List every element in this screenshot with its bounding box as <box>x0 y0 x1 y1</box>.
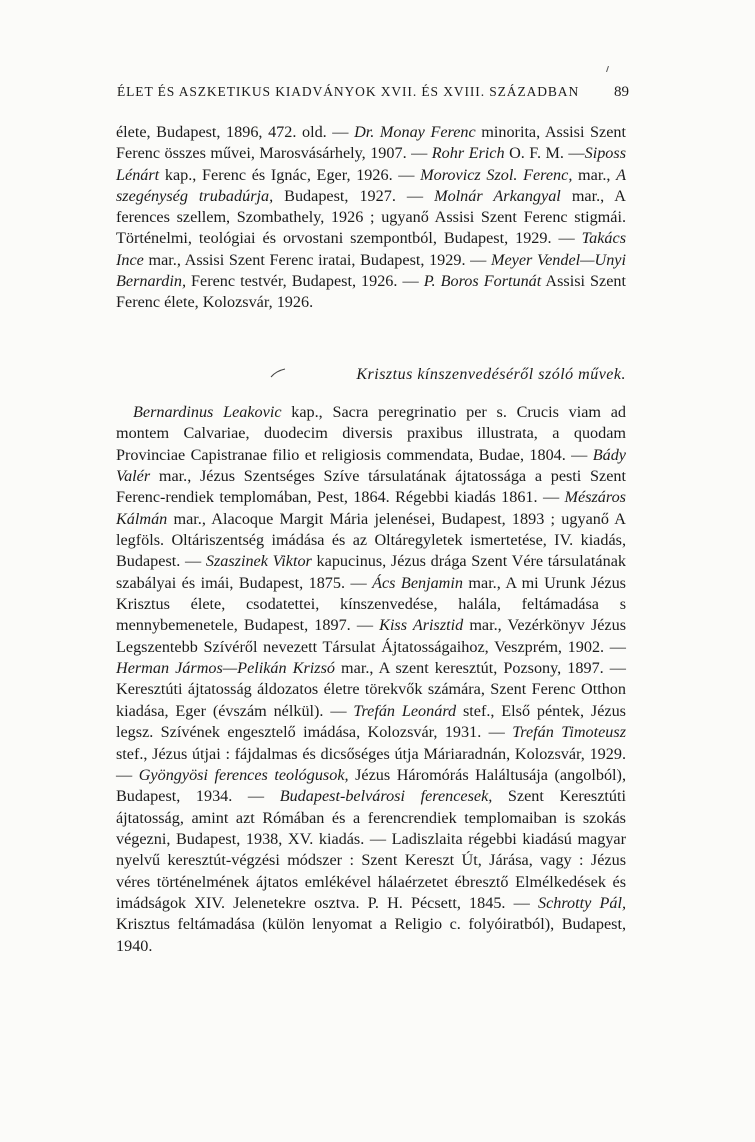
text-run: mar., Vezérkönyv Jézus Legszentebb Szívéről nevezett Társulat Ájtatosságaihoz, Veszprém, 1902. — <box>116 616 627 656</box>
author-name: P. Boros Fortunát <box>423 272 542 291</box>
text-run: mar., A szent keresztút, Pozsony, 1897. — Keresztúti ájtatosság áldozatos életre törekvők számára, Szent Ferenc Otthon kiadása, Eger (évszám nélkül). — <box>116 659 626 720</box>
text-run: kapucinus, Jézus drága Szent Vére társulatának szabályai és imái, Budapest, 1875. — <box>116 552 626 592</box>
text-run: mar., Assisi Szent Ferenc iratai, Budapest, 1929. — <box>143 250 491 269</box>
author-name: Molnár Arkangyal <box>434 186 561 205</box>
section-heading: Krisztus kínszenvedéséről szóló művek. <box>356 366 626 383</box>
text-run: kap., Ferenc és Ignác, Eger, 1926. — <box>159 165 421 184</box>
running-header-title: ÉLET ÉS ASZKETIKUS KIADVÁNYOK XVII. ÉS XVIII. SZÁZADBAN <box>117 84 580 99</box>
text-run: Budapest, 1927. — <box>273 186 435 205</box>
author-name: Bády Valér <box>116 445 626 486</box>
text-run: mar., A mi Urunk Jézus Krisztus élete, csodatettei, kínszenvedése, halála, feltámadása s mennybemenetele, Budapest, 1897. — <box>116 573 626 635</box>
author-name: Mészáros Kálmán <box>116 488 626 528</box>
author-name: Dr. Monay Ferenc <box>354 123 476 141</box>
text-run: kap., Sacra peregrinatio per s. Crucis viam ad montem Calvariae, duodecim diversis praxibus illustrata, a quodam Provinciae Capistranae filio et religiosis commendata, Budae, 1804. — <box>116 403 627 464</box>
author-name: Kiss Arisztid <box>379 616 464 635</box>
author-name: Trefán Leonárd <box>353 701 457 720</box>
text-run: stef., Jézus útjai : fájdalmas és dicsőséges útja Máriaradnán, Kolozsvár, 1929. — <box>116 744 626 784</box>
decorative-stroke <box>270 368 286 378</box>
text-run: mar., <box>572 165 617 184</box>
text-run: O. F. M. — <box>504 144 585 163</box>
author-name: Siposs Lénárt <box>116 144 627 184</box>
author-name: Szaszinek Viktor <box>205 552 312 571</box>
page-number: 89 <box>614 84 629 100</box>
author-name: Budapest-belvárosi ferencesek, <box>279 787 493 806</box>
text-run: mar., A ferences szellem, Szombathely, 1926 ; ugyanő Assisi Szent Ferenc stigmái. Történelmi, teológiai és orvostani szempontból, Budapest, 1929. — <box>116 186 626 248</box>
author-name: Schrotty Pál, <box>537 893 626 912</box>
author-name: Herman Jármos—Pelikán Krizsó <box>116 659 335 678</box>
text-run: Krisztus feltámadása (külön lenyomat a Religio c. folyóiratból), Budapest, 1940. <box>116 915 626 955</box>
author-name: Takács Ince <box>116 229 626 269</box>
text-run: Assisi Szent Ferenc élete, Kolozsvár, 1926. <box>116 272 627 312</box>
page-mark <box>606 66 609 72</box>
author-name: Meyer Vendel—Unyi Bernardin, <box>116 250 626 291</box>
text-run: minorita, Assisi Szent Ferenc összes művei, Marosvásárhely, 1907. — <box>116 123 626 163</box>
text-run: Jézus Háromórás Haláltusája (angolból), Budapest, 1934. — <box>116 765 626 806</box>
text-run: mar., Jézus Szentséges Szíve társulatának ájtatossága a pesti Szent Ferenc-rendiek templomában, Pest, 1864. Régebbi kiadás 1861. — <box>116 467 626 507</box>
author-name: Trefán Timoteusz <box>512 723 627 742</box>
author-name: Ács Benjamin <box>372 573 463 592</box>
text-run: mar., Alacoque Margit Mária jelenései, Budapest, 1893 ; ugyanő A legföls. Oltáriszentség imádása és az Oltáregyletek ismertetése, IV. kiadás, Budapest. — <box>116 509 626 571</box>
text-run: Szent Keresztúti ájtatosság, amint azt Rómában és a ferencrendiek templomaiban is szokás végezni, Budapest, 1938, XV. kiadás. — Ladiszlaita régebbi kiadású magyar nyelvű keresztút-végzési módszer : Szent Kereszt Út, Járása, vagy : Jézus véres történelmének ájtatos emlékével hálaérzetet ébresztő Elmélkedések és imádságok XIV. Jelenetekre osztva. P. H. Pécsett, 1845. — <box>116 787 627 912</box>
author-name: Rohr Erich <box>431 144 505 163</box>
author-name: Bernardinus Leakovic <box>133 403 282 421</box>
text-run: Ferenc testvér, Budapest, 1926. — <box>186 272 424 291</box>
section-paragraph <box>116 402 626 957</box>
running-header <box>117 84 629 100</box>
text-run: stef., Első péntek, Jézus legsz. Szívének engesztelő imádása, Kolozsvár, 1931. — <box>116 701 626 742</box>
author-name: Gyöngyösi ferences teológusok, <box>138 765 349 784</box>
author-name: A szegénység trubadúrja, <box>116 165 626 205</box>
intro-text <box>116 122 626 314</box>
text-run: élete, Budapest, 1896, 472. old. — <box>116 123 355 141</box>
intro-paragraph <box>116 122 626 314</box>
author-name: Morovicz Szol. Ferenc, <box>420 165 573 184</box>
section-text <box>116 402 626 957</box>
